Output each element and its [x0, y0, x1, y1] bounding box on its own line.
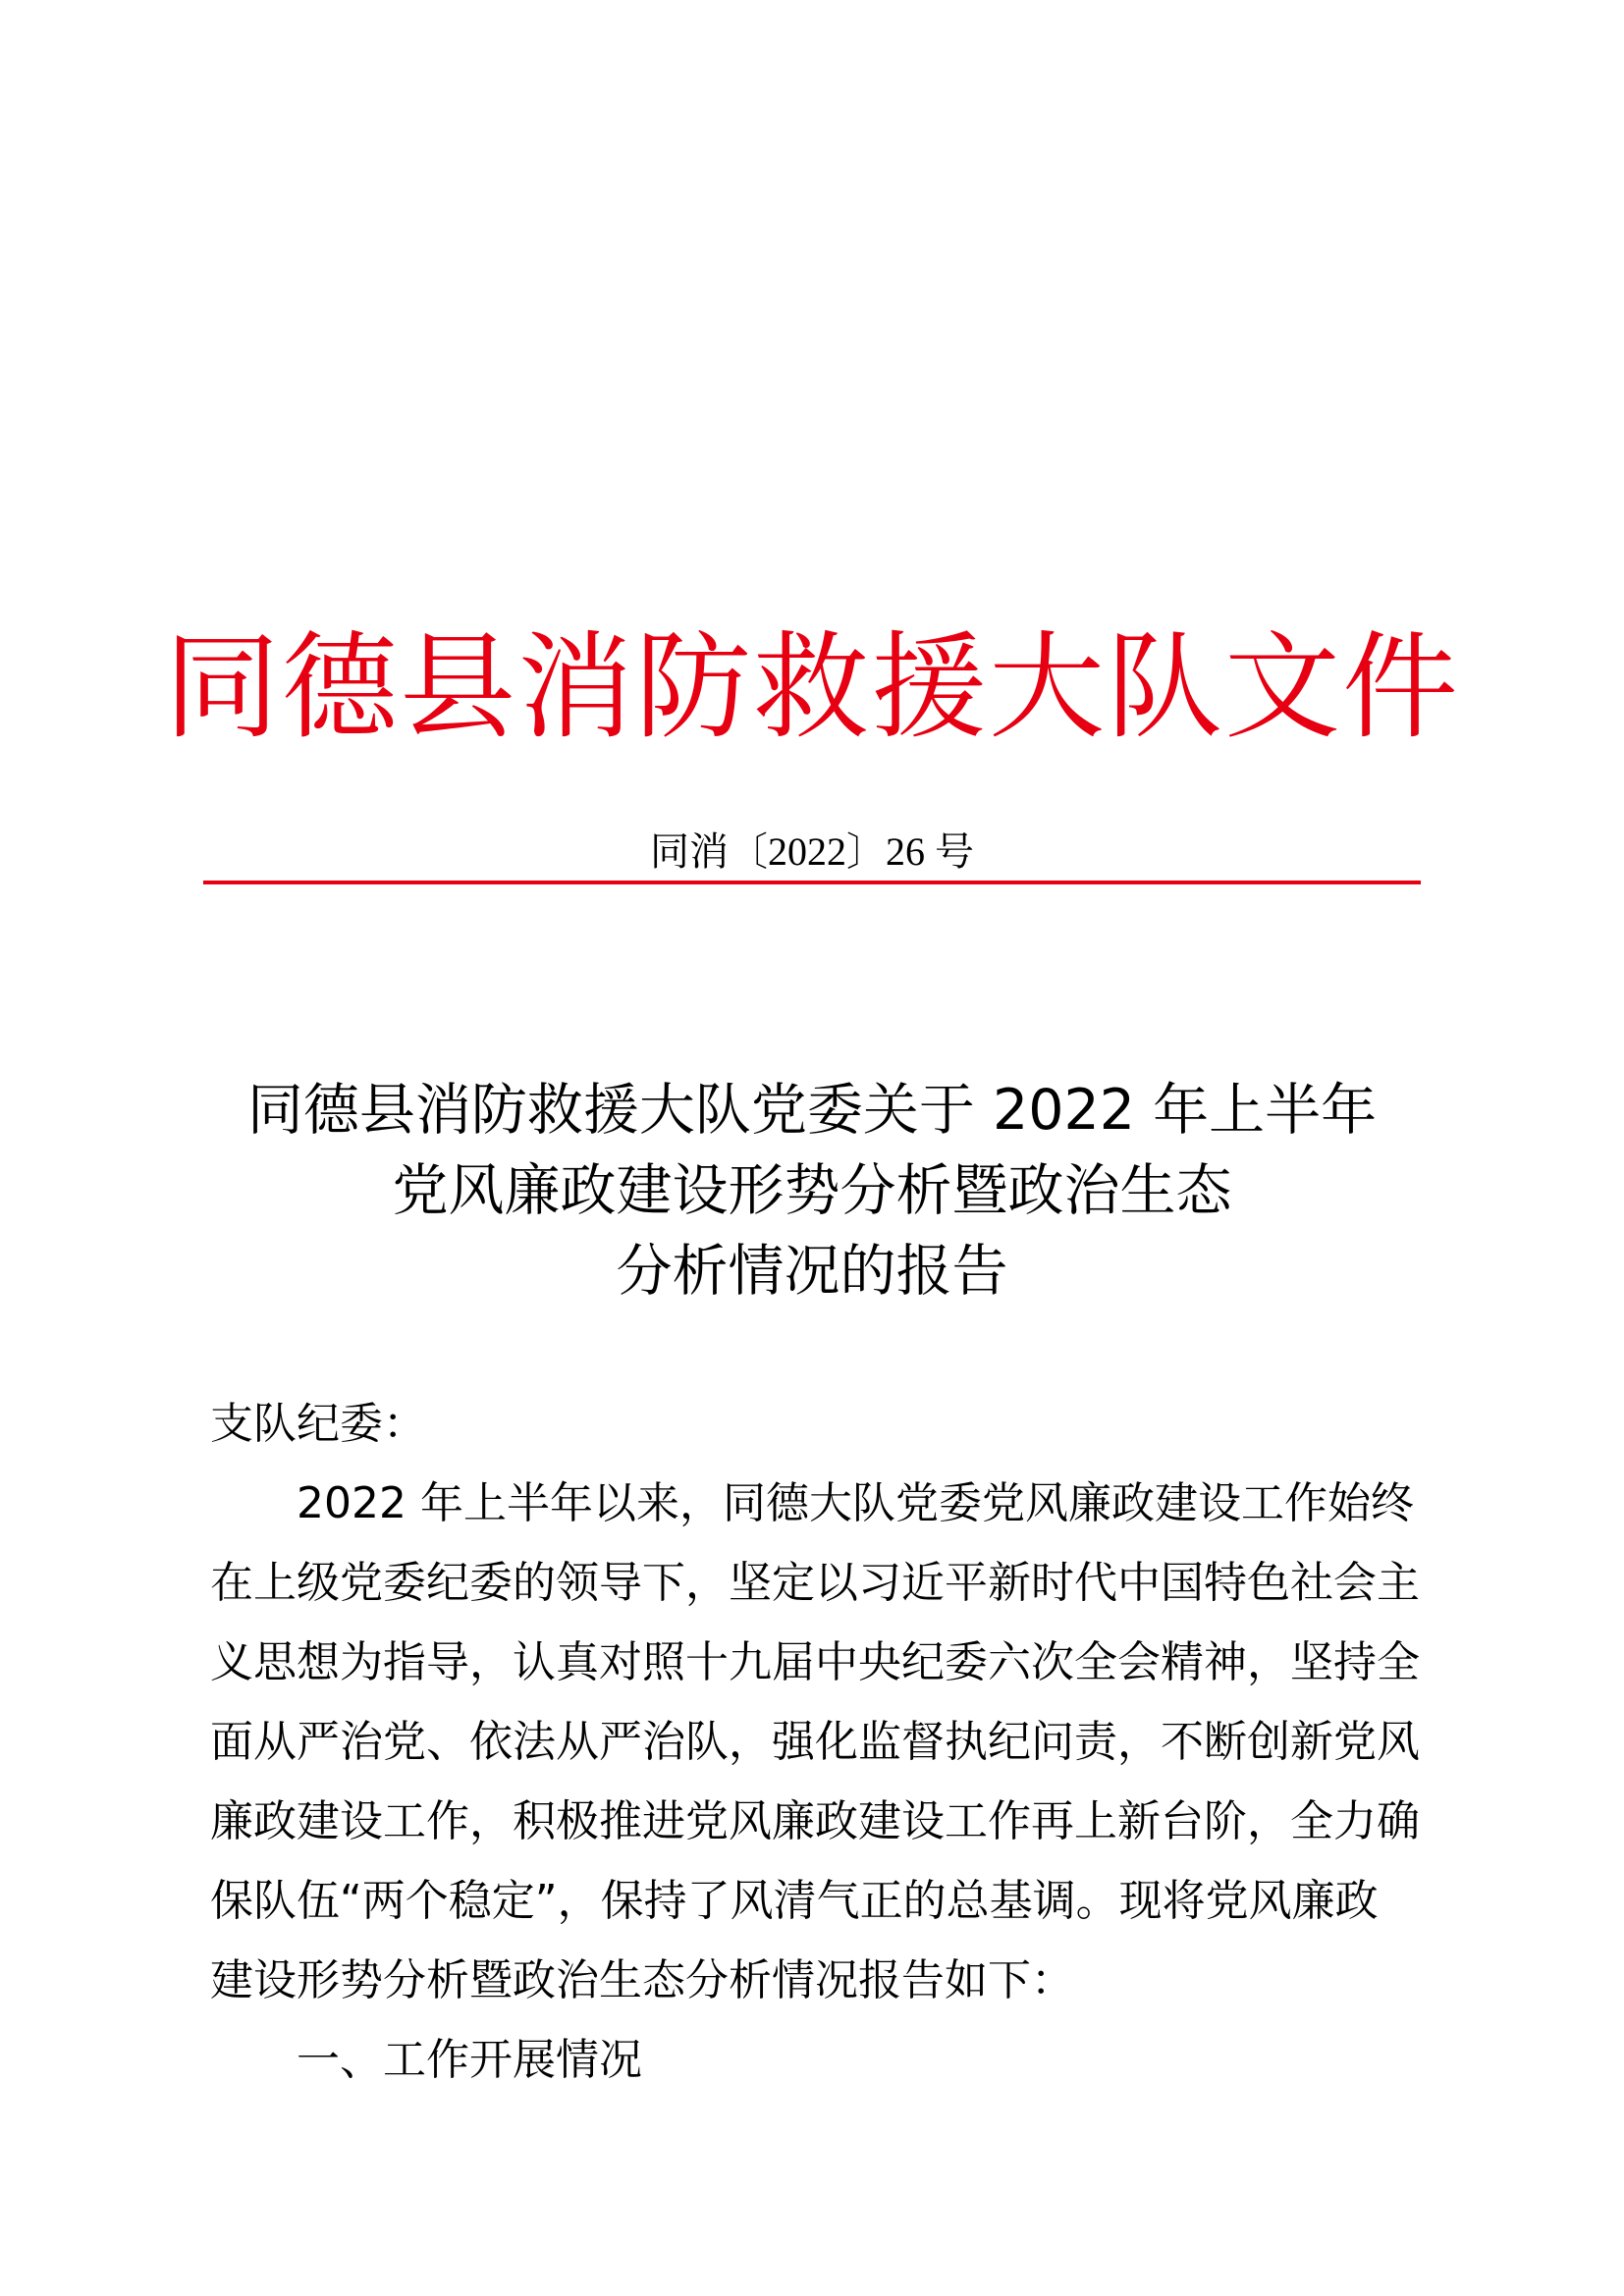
report-title-line-1: 同德县消防救援大队党委关于 2022 年上半年 — [246, 1078, 1378, 1143]
body-line: 在上级党委纪委的领导下，坚定以习近平新时代中国特色社会主 — [210, 1558, 1420, 1608]
salutation: 支队纪委： — [210, 1399, 426, 1449]
red-separator-line — [203, 881, 1421, 884]
body-line: 廉政建设工作，积极推进党风廉政建设工作再上新台阶，全力确 — [210, 1796, 1420, 1846]
body-line: 义思想为指导，认真对照十九届中央纪委六次全会精神，坚持全 — [210, 1637, 1420, 1687]
document-number: 同消〔2022〕26 号 — [650, 829, 974, 874]
body-line: 面从严治党、依法从严治队，强化监督执纪问责，不断创新党风 — [210, 1717, 1420, 1767]
body-line: 建设形势分析暨政治生态分析情况报告如下： — [210, 1955, 1074, 2005]
body-line: 保队伍“两个稳定”，保持了风清气正的总基调。现将党风廉政 — [210, 1876, 1379, 1926]
issuer-title: 同德县消防救援大队文件 — [163, 619, 1460, 755]
report-title-line-2: 党风廉政建设形势分析暨政治生态 — [392, 1158, 1232, 1223]
section-heading: 一、工作开展情况 — [297, 2035, 642, 2085]
report-title — [0, 1070, 1624, 1311]
report-title-line-3: 分析情况的报告 — [616, 1239, 1008, 1304]
report-body — [210, 1384, 1428, 2100]
body-line: 2022 年上半年以来，同德大队党委党风廉政建设工作始终 — [297, 1478, 1414, 1528]
